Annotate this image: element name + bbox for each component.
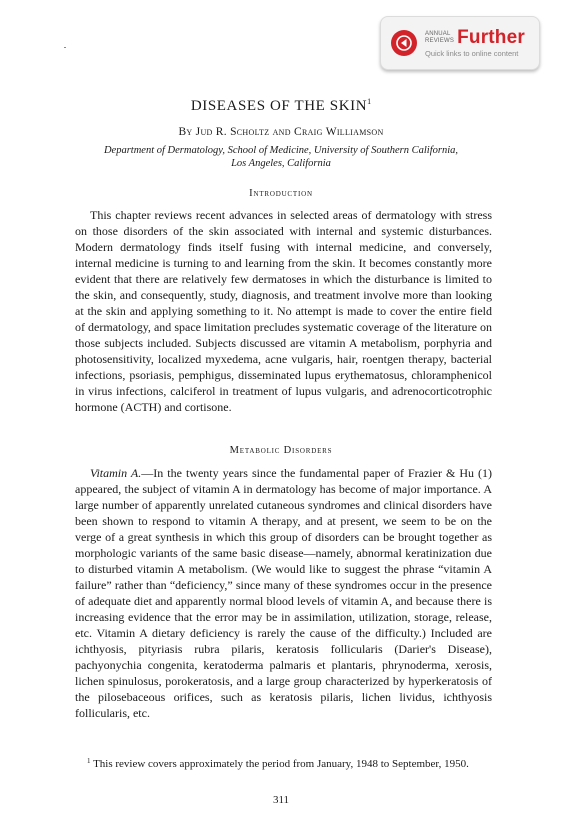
- footnote-mark: 1: [87, 757, 91, 765]
- vitamin-a-paragraph: [75, 465, 492, 721]
- vitamin-a-text: —In the twenty years since the fundamental paper of Frazier & Hu (1) appeared, the subject of vitamin A in dermatology has become of major importance. A large number of apparently unrelated cutaneous syndromes and clinical disorders have been shown to respond to vitamin A therapy, and at present, we seem to be on the verge of a great synthesis in which this group of disorders can be brought together as morphologic variants of the same basic disease—namely, abnormal keratinization due to disturbed vitamin A metabolism. (We would like to suggest the phrase “vitamin A failure” rather than “deficiency,” since many of these syndromes occur in the presence of adequate diet and apparently normal blood levels of vitamin A, and because there is increasing evidence that the error may be in assimilation, utilization, storage, release, etc. Vitamin A dietary deficiency is rarely the cause of the difficulty.) Included are ichthyosis, pityriasis rubra pilaris, keratosis follicularis (Darier's Disease), pachyonychia congenita, keratoderma palmaris et plantaris, phrynoderma, xerosis, lichen spinulosus, porokeratosis, and a large group characterized by hyperkeratosis of the pilosebaceous orifices, such as keratosis pilaris, lichen lividus, ichthyosis follicularis, etc.: [75, 466, 492, 720]
- footnote: [75, 754, 492, 772]
- badge-subtitle: Quick links to online content: [425, 49, 519, 59]
- section-heading-introduction: Introduction: [249, 188, 313, 199]
- introduction-paragraph: This chapter reviews recent advances in selected areas of dermatology with stress on those disorders of the skin associated with internal and systemic disturbances. Modern dermatology finds itself fusing with internal medicine, and conversely, internal medicine is turning to and learning from the skin. It becomes constantly more evident that there are relatively few dermatoses in which the disturbance is limited to the skin, and consequently, study, diagnosis, and treatment involve more than looking at the skin and applying something to it. No attempt is made to cover the entire field of dermatology, and space limitation precludes systematic coverage of the literature on those subjects included. Subjects discussed are vitamin A metabolism, porphyria and photosensitivity, localized myxedema, acne vulgaris, hair, roentgen therapy, bacterial infections, psoriasis, pemphigus, disseminated lupus erythematosus, chloramphenicol in virus infections, calciferol in treatment of lupus vulgaris, and adrenocorticotrophic hormone (ACTH) and cortisone.: [75, 208, 492, 414]
- badge-reviews: REVIEWS: [425, 37, 455, 44]
- article-title: [0, 97, 562, 115]
- section-heading-metabolic-disorders: Metabolic Disorders: [229, 445, 333, 456]
- badge-text: [425, 28, 525, 58]
- article-authors: By Jud R. Scholtz and Craig Williamson: [178, 126, 384, 138]
- annual-reviews-further-badge[interactable]: [380, 16, 540, 70]
- article-title-text: DISEASES OF THE SKIN: [190, 98, 368, 114]
- badge-further: Further: [457, 27, 525, 49]
- page-number: 311: [272, 794, 290, 806]
- badge-annual: ANNUAL: [425, 30, 451, 37]
- stray-mark: [64, 47, 66, 48]
- footnote-text: This review covers approximately the period from January, 1948 to September, 1950.: [93, 758, 469, 770]
- title-footnote-mark[interactable]: 1: [367, 97, 372, 106]
- back-arrow-icon: [391, 30, 417, 56]
- author-affiliation: Department of Dermatology, School of Medicine, University of Southern California, Los Angeles, California: [103, 145, 459, 169]
- vitamin-a-lead: Vitamin A.: [90, 466, 142, 480]
